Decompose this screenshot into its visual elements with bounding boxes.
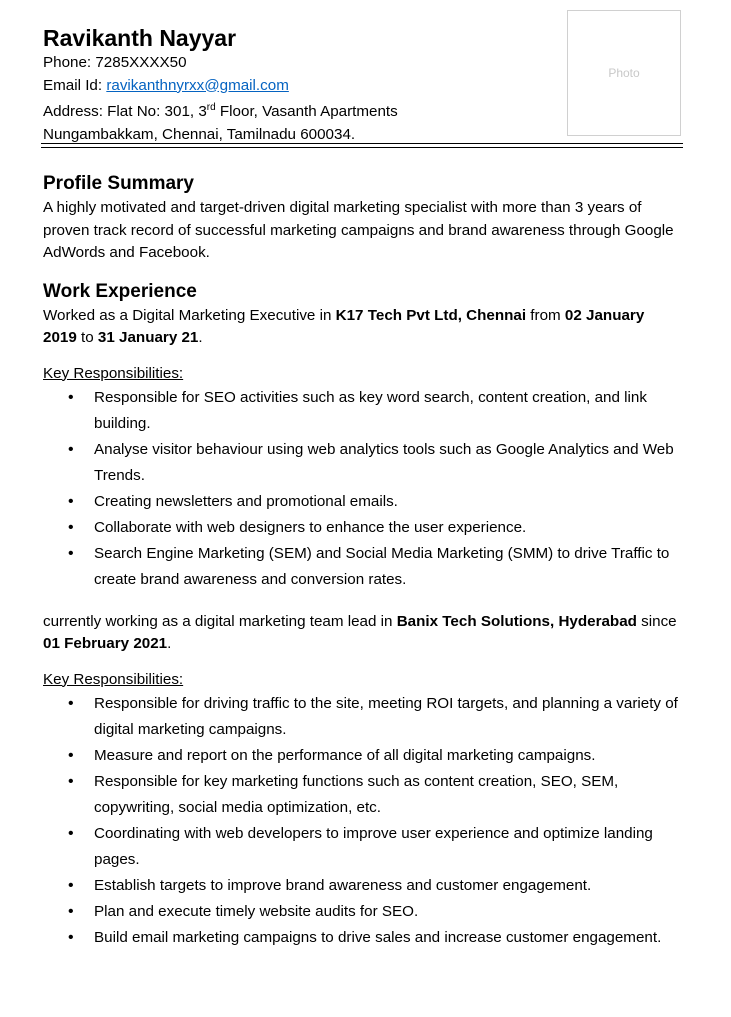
responsibility-list (43, 385, 678, 593)
address-superscript: rd (206, 102, 216, 113)
key-responsibilities-label: Key Responsibilities: (43, 670, 184, 688)
photo-placeholder (567, 10, 681, 136)
header-divider (41, 147, 683, 148)
list-item: • Analyse visitor behaviour using web analytics tools such as Google Analytics and Web Trends. (94, 437, 678, 489)
list-item: • Coordinating with web developers to improve user experience and optimize landing pages. (94, 821, 678, 873)
responsibility-list (43, 691, 678, 951)
resume-body (43, 171, 678, 951)
company-name: K17 Tech Pvt Ltd, Chennai (335, 306, 527, 324)
list-item: • Establish targets to improve brand awareness and customer engagement. (94, 873, 678, 899)
list-item: • Collaborate with web designers to enhance the user experience. (94, 515, 678, 541)
list-item: • Measure and report on the performance of all digital marketing campaigns. (94, 743, 678, 769)
job-intro-text: since (636, 612, 677, 630)
email-label: Email Id: (43, 76, 107, 94)
address-line-2: Nungambakkam, Chennai, Tamilnadu 600034. (43, 125, 356, 143)
list-item: • Search Engine Marketing (SEM) and Social Media Marketing (SMM) to drive Traffic to create brand awareness and conversion rates. (94, 541, 678, 593)
list-item: • Responsible for key marketing functions such as content creation, SEO, SEM, copywriting, social media optimization, etc. (94, 769, 678, 821)
key-responsibilities-label: Key Responsibilities: (43, 364, 184, 382)
list-item: • Build email marketing campaigns to drive sales and increase customer engagement. (94, 925, 678, 951)
photo-label: Photo (608, 66, 640, 80)
list-item: • Responsible for driving traffic to the site, meeting ROI targets, and planning a variety of digital marketing campaigns. (94, 691, 678, 743)
candidate-name: Ravikanth Nayyar (43, 25, 237, 51)
start-date: 01 February 2021 (43, 635, 168, 652)
list-item: • Responsible for SEO activities such as key word search, content creation, and link building. (94, 385, 678, 437)
job-intro-text: to (76, 329, 98, 346)
job-intro-text: from (526, 306, 565, 324)
profile-summary-text: A highly motivated and target-driven digital marketing specialist with more than 3 years of proven track record of successful marketing campaigns and brand awareness through Google AdWords and Facebook. (43, 199, 674, 261)
job-intro (43, 611, 678, 656)
phone-number: 7285XXXX50 (95, 54, 187, 71)
contact-header (43, 24, 573, 146)
address-line-1 (43, 97, 573, 124)
work-experience-heading: Work Experience (43, 280, 197, 302)
address-part: Floor, Vasanth Apartments (215, 103, 398, 121)
list-item: • Creating newsletters and promotional emails. (94, 489, 678, 515)
job-intro (43, 305, 678, 350)
job-intro-text: . (167, 635, 172, 652)
list-item: • Plan and execute timely website audits for SEO. (94, 899, 678, 925)
phone-line (43, 52, 573, 75)
start-date: 02 January 2019 (43, 306, 645, 346)
address-label: Address: (43, 103, 108, 121)
email-link[interactable]: ravikanthnyrxx@gmail.com (106, 76, 289, 94)
job-intro-text: . (198, 329, 203, 346)
address-part: Flat No: 301, 3 (107, 103, 207, 121)
profile-summary-heading: Profile Summary (43, 173, 194, 194)
job-intro-text: currently working as a digital marketing team lead in (43, 612, 397, 630)
phone-label: Phone: (43, 54, 96, 71)
company-name: Banix Tech Solutions, Hyderabad (396, 612, 637, 630)
end-date: 31 January 21 (97, 329, 199, 346)
email-line (43, 75, 573, 98)
header-divider (41, 143, 683, 144)
job-intro-text: Worked as a Digital Marketing Executive in (43, 306, 336, 324)
